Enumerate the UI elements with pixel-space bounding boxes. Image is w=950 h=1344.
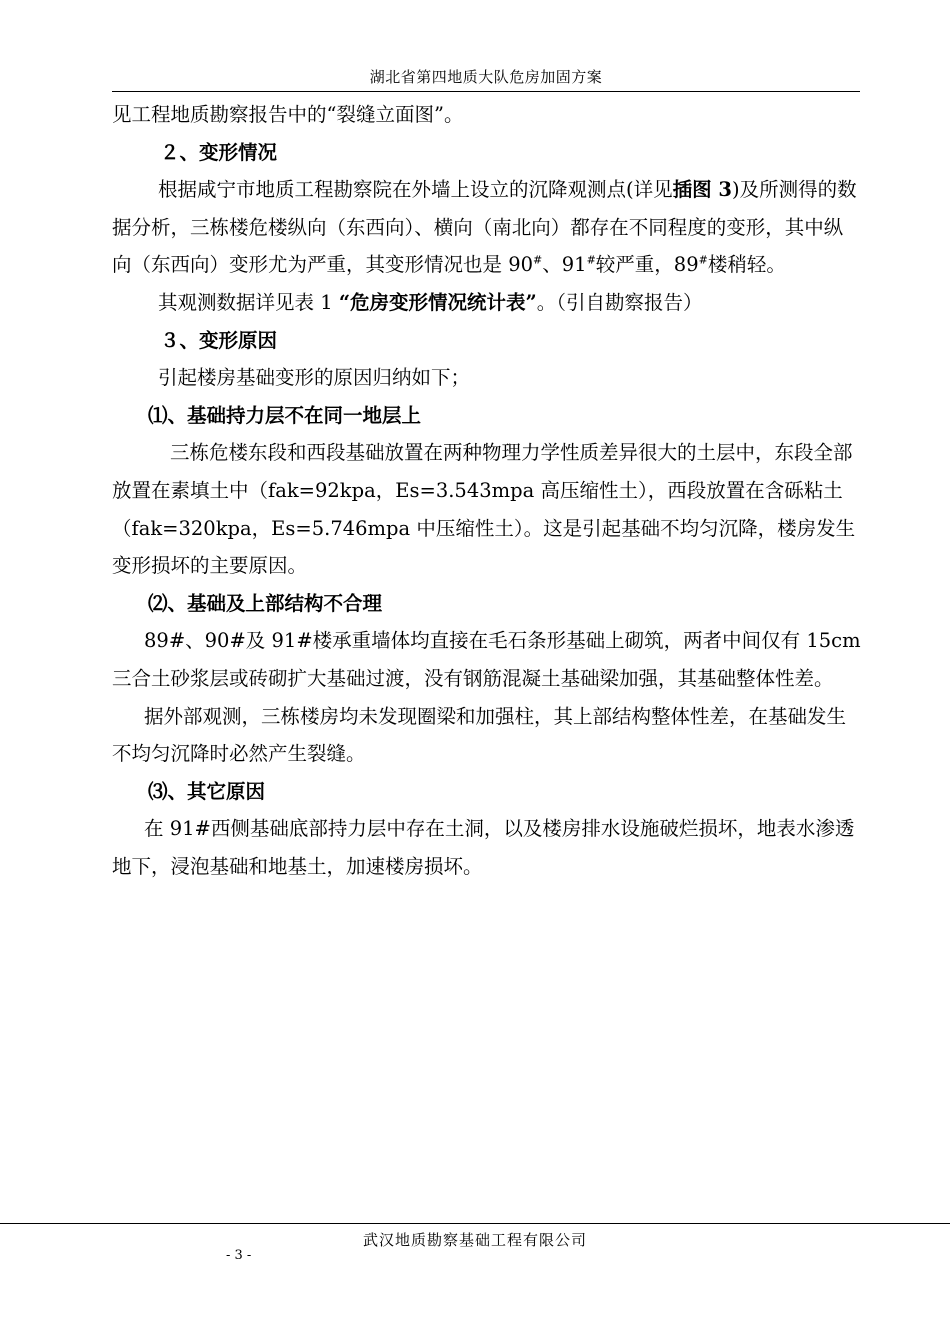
page-header-title: 湖北省第四地质大队危房加固方案 xyxy=(369,68,603,86)
section-heading-causes: ３、变形原因 xyxy=(160,328,278,352)
page-number: - 3 - xyxy=(226,1248,252,1263)
footer-company-name: 武汉地质勘察基础工程有限公司 xyxy=(362,1231,587,1249)
paragraph-upper-structure: 据外部观测，三栋楼房均未发现圈梁和加强柱，其上部结构整体性差，在基础发生不均匀沉降时必然产生裂缝。 xyxy=(112,704,847,766)
subheading-structure: ⑵、基础及上部结构不合理 xyxy=(148,591,383,615)
paragraph-other-causes: 在 91#西侧基础底部持力层中存在土洞，以及楼房排水设施破烂损坏，地表水渗透地下，浸泡基础和地基土，加速楼房损坏。 xyxy=(112,817,855,878)
header-divider xyxy=(112,91,860,92)
paragraph-bearing-layer: 三栋危楼东段和西段基础放置在两种物理力学性质差异很大的土层中，东段全部放置在素填土中（fak=92kpa，Es=3.543mpa 高压缩性土），西段放置在含砾粘土（fak=320kpa，Es=5.746mpa 中压缩性土）。这是引起基础不均匀沉降，楼房发生变形损坏的主要原因。 xyxy=(112,441,856,578)
paragraph-deformation: 根据咸宁市地质工程勘察院在外墙上设立的沉降观测点(详见插图 3)及所测得的数据分析，三栋楼危楼纵向（东西向）、横向（南北向）都存在不同程度的变形，其中纵向（东西向）变形尤为严重，其变形情况也是 90#、91#较严重，89#楼稍轻。 xyxy=(112,178,857,277)
paragraph-table-reference: 其观测数据详见表 1 “危房变形情况统计表”。（引自勘察报告） xyxy=(158,290,703,314)
footer-divider xyxy=(0,1223,950,1224)
section-heading-deformation: ２、变形情况 xyxy=(160,140,278,164)
subheading-other-causes: ⑶、其它原因 xyxy=(148,779,266,803)
paragraph-foundation: 89#、90#及 91#楼承重墙体均直接在毛石条形基础上砌筑，两者中间仅有 15cm 三合土砂浆层或砖砌扩大基础过渡，没有钢筋混凝土基础梁加强，其基础整体性差。 xyxy=(112,629,861,690)
paragraph-causes-intro: 引起楼房基础变形的原因归纳如下； xyxy=(158,366,471,390)
subheading-bearing-layer: ⑴、基础持力层不在同一地层上 xyxy=(148,403,422,427)
paragraph-crack-reference: 见工程地质勘察报告中的“裂缝立面图”。 xyxy=(112,103,464,126)
document-body xyxy=(112,96,862,885)
